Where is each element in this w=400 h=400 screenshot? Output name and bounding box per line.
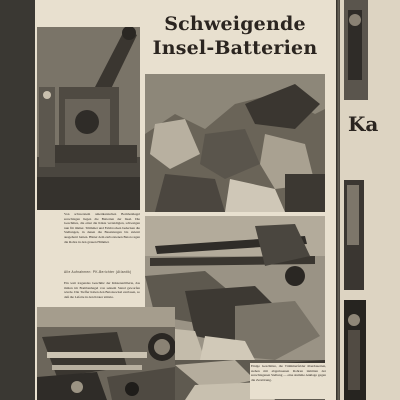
adjacent-page-photos (340, 0, 400, 400)
title-line-2: Insel-Batterien (152, 37, 318, 59)
caption-top: Von schwerstem amerikanischen Bombenhagel zerschlagen liegen die Batterien der Insel. Die Geschütze, die einst die Küste verteidigten, schweigen nun für immer. Trümmer und Felsbrocken bedecken die Stellungen, in denen die Besatzungen bis zuletzt ausgeharrt hatten. Hinter dem zerborstenen Beton ragen die Rohre in den grauen Himmel. (64, 212, 140, 244)
adjacent-page (340, 0, 400, 400)
photo-heavy-gun (37, 27, 140, 210)
caption-middle: Ein weit tragendes Geschütz der Küstenartillerie, das mitten im Bombenhagel von seinem Stand geworfen wurde. Die Treffer haben den Betonsockel zerrissen, so daß die Lafette in den Krater stürzte. (64, 281, 140, 299)
photo-rubble-battery (145, 74, 325, 212)
adjacent-heading-fragment: Ka (348, 112, 379, 136)
photo-wrecked-machinery (37, 307, 175, 400)
article-title (140, 12, 330, 60)
title-line-1: Schweigende (164, 13, 306, 35)
caption-bottom: Einige Geschütze, die Trümmerfelder überdauerten, stehen mit abgerissenen Rohren inmitten der zerschlagenen Stellung — eine stumme Anklage gegen die Zerstörung. (250, 363, 327, 399)
photo-credit: Alle Aufnahmen: PK-Berichter (Atlantik) (64, 270, 132, 274)
